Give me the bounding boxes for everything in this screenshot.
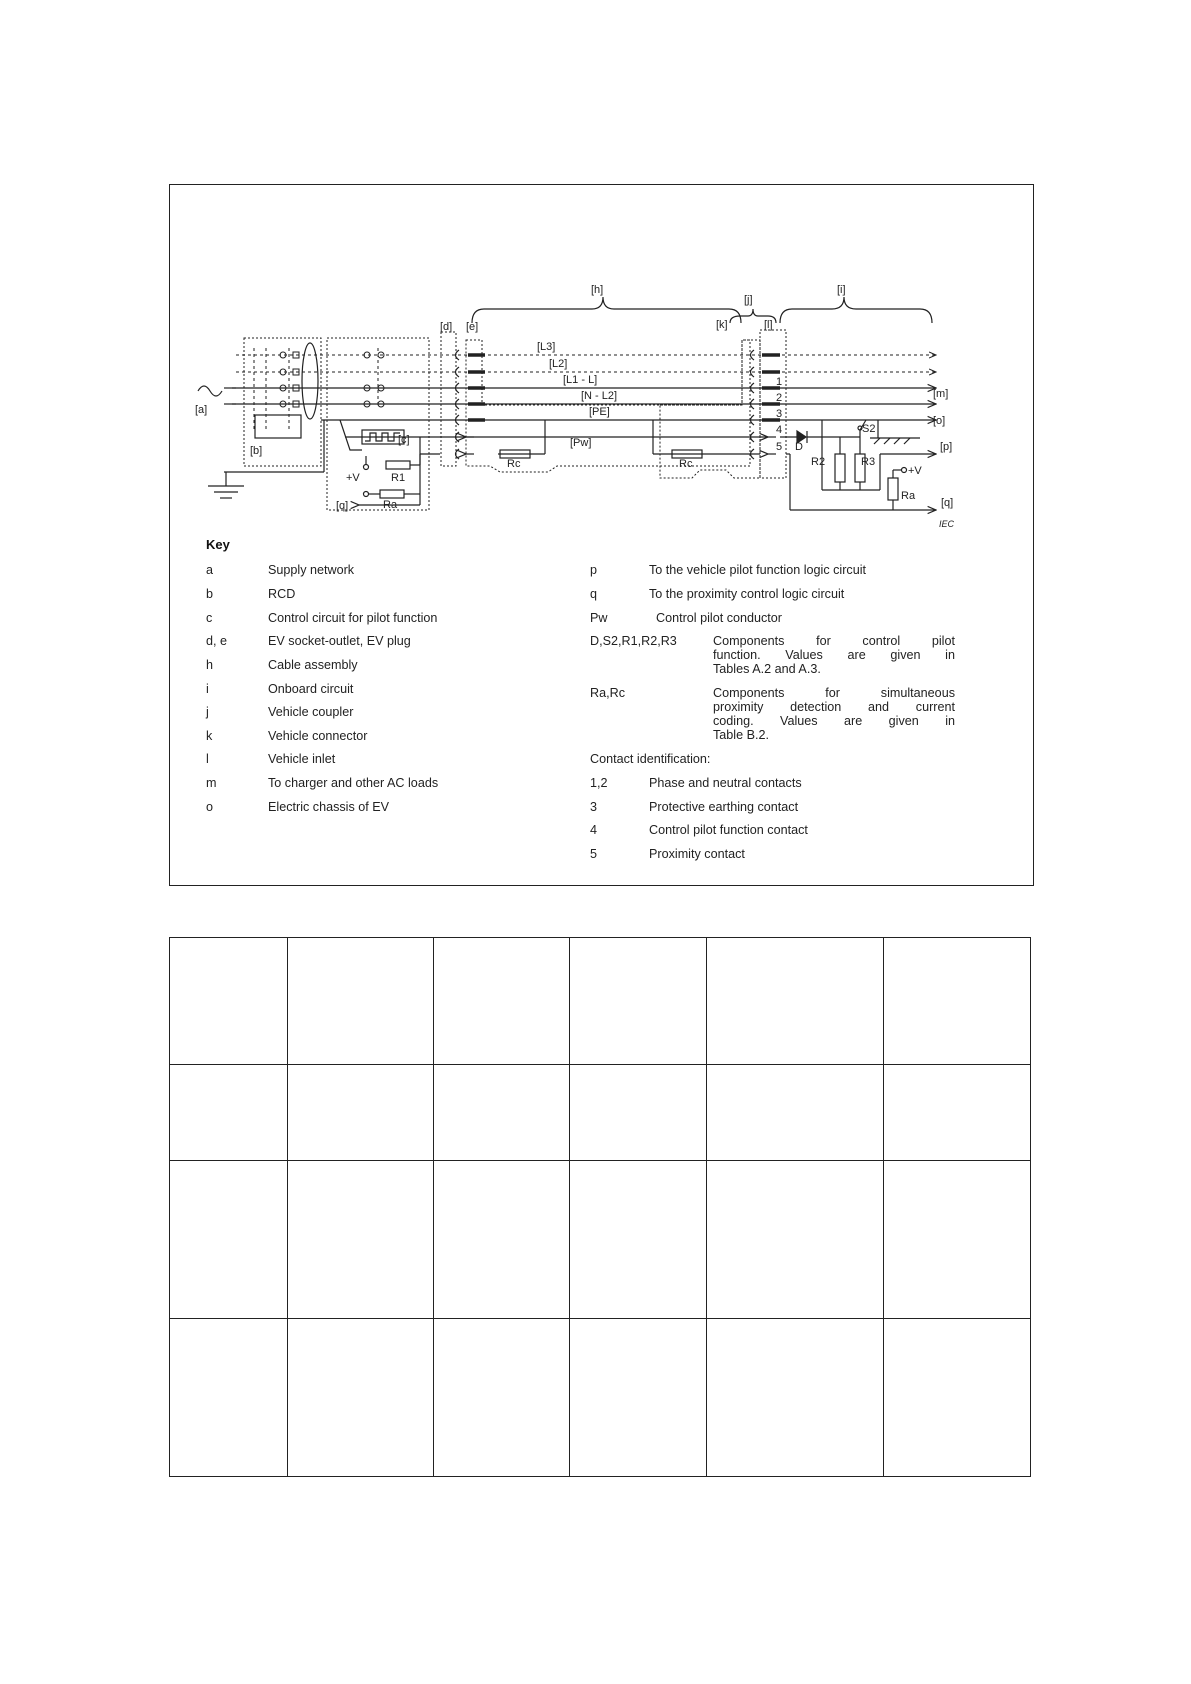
label-D: D bbox=[795, 441, 803, 453]
table-row bbox=[170, 938, 1031, 1065]
label-Ra-left: Ra bbox=[383, 499, 398, 511]
table-row bbox=[170, 1065, 1031, 1161]
key-text-line: Components for control pilot bbox=[713, 634, 955, 648]
key-code: p bbox=[590, 563, 598, 577]
table-cell bbox=[170, 1319, 288, 1477]
table-cell bbox=[434, 1065, 570, 1161]
label-p: [p] bbox=[940, 441, 953, 453]
label-l: [l] bbox=[764, 319, 773, 331]
key-code: q bbox=[590, 587, 598, 601]
key-text: Onboard circuit bbox=[268, 682, 354, 696]
table-row bbox=[170, 1319, 1031, 1477]
key-text: Vehicle inlet bbox=[268, 752, 336, 766]
table-cell bbox=[288, 1065, 434, 1161]
key-text: Control circuit for pilot function bbox=[268, 611, 438, 625]
table-cell bbox=[707, 1065, 884, 1161]
label-contact-2: 2 bbox=[776, 392, 783, 404]
empty-table bbox=[169, 937, 1031, 1477]
table-cell bbox=[288, 1319, 434, 1477]
label-o: [o] bbox=[933, 415, 946, 427]
label-d: [d] bbox=[440, 321, 453, 333]
label-j: [j] bbox=[744, 294, 753, 306]
key-code: i bbox=[206, 682, 209, 696]
rcd-coil bbox=[255, 415, 301, 438]
key-code: c bbox=[206, 611, 213, 625]
label-PE: [PE] bbox=[589, 406, 610, 418]
table-cell bbox=[170, 1065, 288, 1161]
key-code: h bbox=[206, 658, 214, 672]
label-L1: [L1 - L] bbox=[563, 374, 598, 386]
key-text-line: Tables A.2 and A.3. bbox=[713, 662, 821, 676]
label-Pw: [Pw] bbox=[570, 437, 592, 449]
label-L3: [L3] bbox=[537, 341, 556, 353]
label-R3: R3 bbox=[861, 456, 876, 468]
table-cell bbox=[570, 938, 707, 1065]
key-text-line: coding. Values are given in bbox=[713, 714, 955, 728]
table-row bbox=[170, 1161, 1031, 1319]
contact-identification-title: Contact identification: bbox=[590, 752, 711, 766]
label-contact-5: 5 bbox=[776, 441, 783, 453]
table-cell bbox=[434, 1319, 570, 1477]
key-title: Key bbox=[206, 537, 230, 552]
label-c: [c] bbox=[398, 434, 410, 446]
key-code: Pw bbox=[590, 611, 608, 625]
label-Rc-right: Rc bbox=[679, 458, 693, 470]
key-text: To the vehicle pilot function logic circuit bbox=[649, 563, 867, 577]
resistor-R1 bbox=[386, 461, 410, 469]
label-L2: [L2] bbox=[549, 358, 568, 370]
label-plusV-right: +V bbox=[908, 465, 922, 477]
table-cell bbox=[570, 1319, 707, 1477]
key-text: EV socket-outlet, EV plug bbox=[268, 634, 411, 648]
table-cell bbox=[170, 938, 288, 1065]
key-text: RCD bbox=[268, 587, 296, 601]
label-contact-3: 3 bbox=[776, 408, 783, 420]
label-contact-4: 4 bbox=[776, 424, 783, 436]
key-text: Cable assembly bbox=[268, 658, 358, 672]
label-N: [N - L2] bbox=[581, 390, 618, 402]
key-text: Control pilot conductor bbox=[656, 611, 783, 625]
key-text: To the proximity control logic circuit bbox=[649, 587, 845, 601]
bracket-i bbox=[780, 297, 932, 323]
key-text: To charger and other AC loads bbox=[268, 776, 439, 790]
resistor-Ra-left bbox=[380, 490, 404, 498]
key-text: Proximity contact bbox=[649, 847, 745, 861]
table-cell bbox=[707, 1161, 884, 1319]
table-cell bbox=[884, 1319, 1031, 1477]
label-k: [k] bbox=[716, 319, 728, 331]
key-code: b bbox=[206, 587, 214, 601]
table-cell bbox=[170, 1161, 288, 1319]
table-cell bbox=[884, 1065, 1031, 1161]
key-code: o bbox=[206, 800, 214, 814]
table-cell bbox=[434, 1161, 570, 1319]
connector-box bbox=[660, 340, 760, 478]
label-iec: IEC bbox=[939, 519, 955, 529]
label-contact-1: 1 bbox=[776, 376, 783, 388]
key-text-line: Table B.2. bbox=[713, 728, 770, 742]
resistor-R2 bbox=[835, 454, 845, 482]
key-code: k bbox=[206, 729, 213, 743]
table-cell bbox=[884, 938, 1031, 1065]
key-text-line: function. Values are given in bbox=[713, 648, 955, 662]
label-S2: S2 bbox=[862, 423, 876, 435]
label-e: [e] bbox=[466, 321, 479, 333]
key-code: m bbox=[206, 776, 217, 790]
key-code: 4 bbox=[590, 823, 598, 837]
label-q-left: [q] bbox=[336, 500, 349, 512]
label-m: [m] bbox=[933, 388, 949, 400]
table-cell bbox=[570, 1065, 707, 1161]
key-code: a bbox=[206, 563, 214, 577]
label-i: [i] bbox=[837, 284, 846, 296]
key-text: Supply network bbox=[268, 563, 355, 577]
label-h: [h] bbox=[591, 284, 604, 296]
key-text: Electric chassis of EV bbox=[268, 800, 390, 814]
key-code: j bbox=[206, 705, 209, 719]
key-code: 1,2 bbox=[590, 776, 608, 790]
key-code: 3 bbox=[590, 800, 598, 814]
table-cell bbox=[434, 938, 570, 1065]
label-Ra-right: Ra bbox=[901, 490, 916, 502]
key-code: 5 bbox=[590, 847, 598, 861]
label-a: [a] bbox=[195, 404, 208, 416]
table-cell bbox=[707, 938, 884, 1065]
key-text: Vehicle connector bbox=[268, 729, 368, 743]
socket-outlet-box bbox=[441, 332, 456, 466]
key-text: Phase and neutral contacts bbox=[649, 776, 802, 790]
resistor-Ra-right bbox=[888, 478, 898, 500]
key-code: Ra,Rc bbox=[590, 686, 625, 700]
key-code: D,S2,R1,R2,R3 bbox=[590, 634, 677, 648]
key-text-line: proximity detection and current bbox=[713, 700, 955, 714]
label-plusV-left: +V bbox=[346, 472, 360, 484]
label-R1: R1 bbox=[391, 472, 406, 484]
key-text: Vehicle coupler bbox=[268, 705, 354, 719]
label-Rc-left: Rc bbox=[507, 458, 521, 470]
key-text: Protective earthing contact bbox=[649, 800, 799, 814]
control-box bbox=[327, 338, 429, 510]
table-cell bbox=[707, 1319, 884, 1477]
table-cell bbox=[288, 938, 434, 1065]
label-q-right: [q] bbox=[941, 497, 954, 509]
table-cell bbox=[288, 1161, 434, 1319]
table-cell bbox=[570, 1161, 707, 1319]
table-cell bbox=[884, 1161, 1031, 1319]
key-text-line: Components for simultaneous bbox=[713, 686, 955, 700]
label-b: [b] bbox=[250, 445, 263, 457]
bracket-h bbox=[472, 297, 741, 323]
key-code: l bbox=[206, 752, 209, 766]
key-code: d, e bbox=[206, 634, 228, 648]
label-R2: R2 bbox=[811, 456, 826, 468]
key-text: Control pilot function contact bbox=[649, 823, 808, 837]
